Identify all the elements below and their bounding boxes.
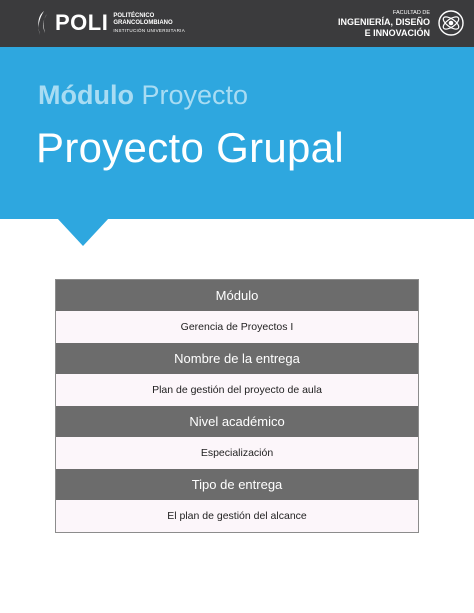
logo-line-1: POLITÉCNICO [113,12,155,19]
info-value-delivery-type: El plan de gestión del alcance [56,500,418,532]
page-title: Proyecto Grupal [36,124,344,171]
logo-word: POLI [55,10,109,35]
info-label-module: Módulo [56,280,418,311]
logo-line-2: GRANCOLOMBIANO [113,19,173,26]
module-heading-light: Proyecto [141,80,249,110]
top-bar [0,0,474,47]
logo-line-3: INSTITUCIÓN UNIVERSITARIA [113,27,186,33]
faculty-line-1: INGENIERÍA, DISEÑO [337,17,430,27]
poli-flame-icon [35,10,51,36]
info-label-academic-level: Nivel académico [56,406,418,437]
info-value-module: Gerencia de Proyectos I [56,311,418,343]
info-label-delivery-name: Nombre de la entrega [56,343,418,374]
hero-pointer [57,218,109,246]
poli-logo [35,9,185,37]
faculty-line-2: E INNOVACIÓN [364,28,430,38]
info-value-delivery-name: Plan de gestión del proyecto de aula [56,374,418,406]
module-heading-bold: Módulo [38,80,134,110]
info-label-delivery-type: Tipo de entrega [56,469,418,500]
logo-subtitle [113,13,185,34]
info-value-academic-level: Especialización [56,437,418,469]
module-heading [38,80,248,111]
info-table [55,279,419,533]
faculty-small: FACULTAD DE [392,10,430,16]
faculty-name [338,10,430,39]
atom-icon [438,10,464,36]
